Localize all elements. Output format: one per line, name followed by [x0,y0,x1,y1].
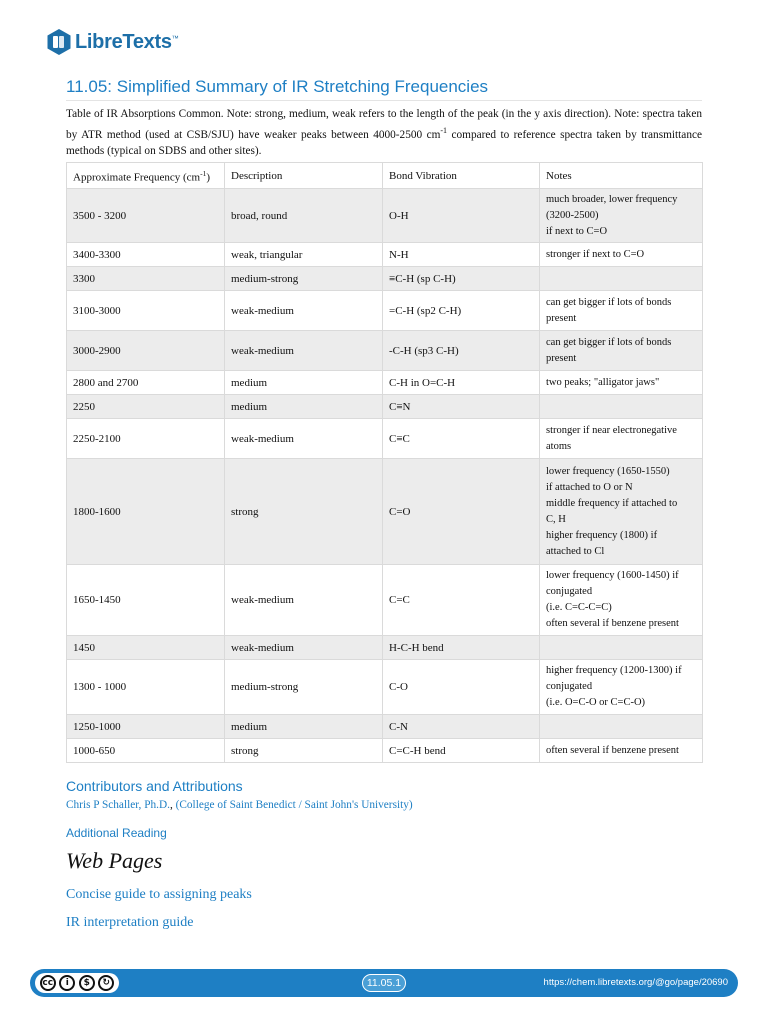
note-line: if attached to O or N [546,481,633,493]
table-row [67,189,703,243]
description-cell: strong [225,459,383,565]
header-description: Description [225,163,383,189]
intro-superscript: -1 [440,125,448,135]
frequency-cell: 2250 [67,395,225,419]
header-frequency-sup: -1 [200,168,207,178]
header-notes: Notes [540,163,703,189]
bond-cell: C=C-H bend [383,739,540,763]
frequency-cell: 1000-650 [67,739,225,763]
table-row [67,267,703,291]
frequency-cell: 1250-1000 [67,715,225,739]
nc-icon: $ [79,975,95,991]
notes-cell [540,660,703,715]
by-icon: i [59,975,75,991]
table-row [67,636,703,660]
bond-cell: C≡N [383,395,540,419]
note-line: conjugated [546,681,593,692]
header-bond: Bond Vibration [383,163,540,189]
note-line: often several if benzene present [546,618,679,629]
notes-cell [540,739,703,763]
frequency-cell: 3500 - 3200 [67,189,225,243]
note-line: (i.e. O=C-O or C=C-O) [546,697,646,708]
note-line: higher frequency (1200-1300) if [546,665,682,676]
description-cell: strong [225,739,383,763]
description-cell: weak-medium [225,419,383,459]
bond-cell: H-C-H bend [383,636,540,660]
notes-cell [540,636,703,660]
notes-cell [540,371,703,395]
concise-guide-link[interactable]: Concise guide to assigning peaks [66,887,252,902]
bond-cell: N-H [383,243,540,267]
contributors-heading: Contributors and Attributions [66,778,243,794]
note-line: lower frequency (1650-1550) [546,465,670,477]
note-line: lower frequency (1600-1450) if [546,570,679,581]
bond-cell: ≡C-H (sp C-H) [383,267,540,291]
intro-text-1: Table of IR Absorptions Common. Note: strong, medium, weak refers to the length of the peak (in the y axis direction). Note: spectra taken by ATR method (used at CSB/SJU) have weaker peaks between 4000-2500 cm [66,108,702,141]
description-cell: broad, round [225,189,383,243]
table-row [67,291,703,331]
table-row [67,565,703,636]
ir-table-body [67,163,703,763]
frequency-cell: 3400-3300 [67,243,225,267]
notes-cell [540,715,703,739]
header-frequency [67,163,225,189]
cc-icon: cc [40,975,56,991]
description-cell: medium [225,715,383,739]
notes-cell [540,267,703,291]
ir-frequency-table [66,162,703,763]
table-row [67,371,703,395]
contributor-separator: , [169,799,176,811]
bond-cell: -C-H (sp3 C-H) [383,331,540,371]
note-line: often several if benzene present [546,744,679,756]
description-cell: medium [225,371,383,395]
logo-wordmark: LibreTexts [75,30,172,53]
cc-license-badge[interactable] [35,973,119,993]
page-number: 11.05.1 [362,974,406,992]
frequency-cell: 3000-2900 [67,331,225,371]
bond-cell: C=O [383,459,540,565]
page-title: 11.05: Simplified Summary of IR Stretching Frequencies [66,77,702,101]
note-line: (i.e. C=C-C=C) [546,602,612,613]
table-row [67,331,703,371]
page-url[interactable]: https://chem.libretexts.org/@go/page/20690 [543,977,728,988]
table-row [67,739,703,763]
note-line: conjugated [546,586,593,597]
header-frequency-text: Approximate Frequency (cm [73,171,201,184]
bond-cell: C≡C [383,419,540,459]
note-line: higher frequency (1800) if [546,529,658,541]
libretexts-logo-icon [46,28,72,56]
ir-interpretation-guide-link[interactable]: IR interpretation guide [66,915,194,930]
notes-cell [540,331,703,371]
table-row [67,660,703,715]
notes-cell [540,565,703,636]
bond-cell: C-O [383,660,540,715]
table-header-row [67,163,703,189]
bond-cell: C=C [383,565,540,636]
note-line: (3200-2500) [546,209,599,221]
table-row [67,715,703,739]
frequency-cell: 1300 - 1000 [67,660,225,715]
notes-cell [540,395,703,419]
note-line: can get bigger if lots of bonds [546,336,672,348]
frequency-cell: 2250-2100 [67,419,225,459]
sa-icon: ↻ [98,975,114,991]
notes-cell [540,291,703,331]
description-cell: medium-strong [225,267,383,291]
note-line: middle frequency if attached to [546,497,678,509]
frequency-cell: 3300 [67,267,225,291]
note-line: can get bigger if lots of bonds [546,296,672,308]
description-cell: weak-medium [225,331,383,371]
frequency-cell: 3100-3000 [67,291,225,331]
bond-cell: O-H [383,189,540,243]
intro-paragraph [66,106,702,159]
note-line: if next to C=O [546,225,608,237]
note-line: stronger if next to C=O [546,248,645,260]
logo-text [75,31,178,54]
frequency-cell: 1450 [67,636,225,660]
header-frequency-close: ) [206,171,210,184]
note-line: present [546,312,577,324]
note-line: atoms [546,440,572,452]
additional-reading-heading: Additional Reading [66,826,167,840]
frequency-cell: 1650-1450 [67,565,225,636]
web-pages-heading: Web Pages [66,848,163,873]
contributor-name-link[interactable]: Chris P Schaller, Ph.D. [66,799,170,811]
note-line: present [546,352,577,364]
frequency-cell: 2800 and 2700 [67,371,225,395]
logo-trademark: ™ [171,34,179,42]
contributor-affiliation-link[interactable]: (College of Saint Benedict / Saint John's University) [175,799,413,811]
note-line: much broader, lower frequency [546,193,678,205]
libretexts-logo[interactable] [46,28,178,56]
description-cell: medium-strong [225,660,383,715]
bond-cell: =C-H (sp2 C-H) [383,291,540,331]
frequency-cell: 1800-1600 [67,459,225,565]
table-row [67,395,703,419]
notes-cell [540,419,703,459]
description-cell: medium [225,395,383,419]
table-row [67,243,703,267]
table-row [67,419,703,459]
contributors-line [66,799,413,811]
footer-bar [30,969,738,997]
description-cell: weak-medium [225,291,383,331]
description-cell: weak-medium [225,565,383,636]
note-line: two peaks; "alligator jaws" [546,376,660,388]
description-cell: weak, triangular [225,243,383,267]
notes-cell [540,243,703,267]
bond-cell: C-N [383,715,540,739]
note-line: stronger if near electronegative [546,424,677,436]
intro-text-2: compared to reference spectra taken by transmittance methods (typical on SDBS and other sites). [66,128,702,157]
notes-cell [540,459,703,565]
description-cell: weak-medium [225,636,383,660]
note-line: attached to Cl [546,545,605,557]
notes-cell [540,189,703,243]
table-row [67,459,703,565]
note-line: C, H [546,513,566,525]
bond-cell: C-H in O=C-H [383,371,540,395]
